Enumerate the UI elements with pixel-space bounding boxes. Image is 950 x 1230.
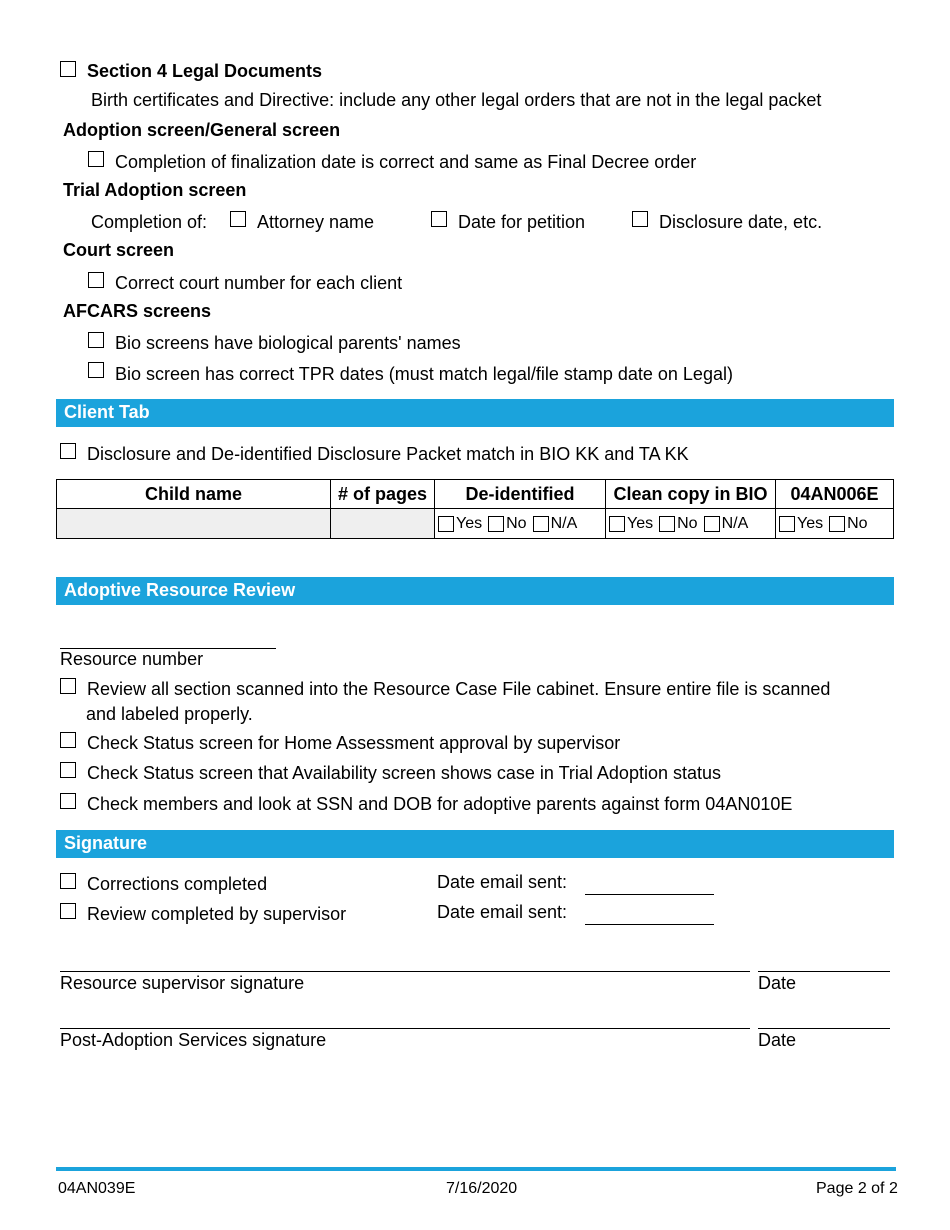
supervisor-date-line[interactable] [758, 971, 890, 972]
adoptive-review-band: Adoptive Resource Review [56, 577, 894, 605]
court-screen-heading: Court screen [63, 240, 175, 260]
finalization-date-label: Completion of finalization date is correct and same as Final Decree order [115, 152, 697, 172]
date-email-field-1[interactable] [585, 894, 714, 895]
client-table [56, 479, 894, 539]
date-email-label-2: Date email sent: [437, 902, 568, 922]
bio-parents-checkbox[interactable] [88, 332, 104, 348]
court-number-label: Correct court number for each client [115, 273, 403, 293]
ssn-dob-checkbox[interactable] [60, 793, 76, 809]
bio-parents-label: Bio screens have biological parents' names [115, 333, 461, 353]
col-deidentified: De-identified [435, 480, 606, 509]
availability-checkbox[interactable] [60, 762, 76, 778]
pas-signature-label: Post-Adoption Services signature [60, 1030, 327, 1050]
scan-review-label: Review all section scanned into the Resource Case File cabinet. Ensure entire file is scanned [87, 679, 831, 699]
attorney-name-checkbox[interactable] [230, 211, 246, 227]
date-email-label-1: Date email sent: [437, 872, 568, 892]
col-clean-copy: Clean copy in BIO [606, 480, 776, 509]
deidentified-no-option[interactable]: No [488, 515, 526, 533]
client-tab-band: Client Tab [56, 399, 894, 427]
footer-date: 7/16/2020 [446, 1180, 518, 1197]
col-child-name: Child name [57, 480, 331, 509]
ssn-dob-label: Check members and look at SSN and DOB for adoptive parents against form 04AN010E [87, 794, 793, 814]
home-assessment-label: Check Status screen for Home Assessment approval by supervisor [87, 733, 621, 753]
num-pages-cell[interactable] [331, 509, 435, 539]
clean-copy-yes-option[interactable]: Yes [609, 515, 653, 533]
home-assessment-checkbox[interactable] [60, 732, 76, 748]
afcars-heading: AFCARS screens [63, 301, 212, 321]
disclosure-date-label: Disclosure date, etc. [659, 212, 823, 232]
form-no-option[interactable]: No [829, 515, 867, 533]
section4-description: Birth certificates and Directive: include any other legal orders that are not in the legal packet [91, 90, 822, 110]
scan-review-checkbox[interactable] [60, 678, 76, 694]
footer-form-number: 04AN039E [58, 1180, 136, 1197]
date-email-field-2[interactable] [585, 924, 714, 925]
date-for-petition-label: Date for petition [458, 212, 586, 232]
clean-copy-no-option[interactable]: No [659, 515, 697, 533]
supervisor-review-label: Review completed by supervisor [87, 904, 347, 924]
pas-signature-line[interactable] [60, 1028, 750, 1029]
pas-date-line[interactable] [758, 1028, 890, 1029]
corrections-completed-checkbox[interactable] [60, 873, 76, 889]
corrections-completed-label: Corrections completed [87, 874, 268, 894]
clean-copy-na-option[interactable]: N/A [704, 515, 749, 533]
deidentified-options [435, 509, 606, 539]
supervisor-signature-line[interactable] [60, 971, 750, 972]
disclosure-packet-label: Disclosure and De-identified Disclosure Packet match in BIO KK and TA KK [87, 444, 689, 464]
resource-number-label: Resource number [60, 649, 204, 669]
scan-review-label-cont: and labeled properly. [86, 704, 253, 724]
supervisor-review-checkbox[interactable] [60, 903, 76, 919]
child-name-cell[interactable] [57, 509, 331, 539]
pas-date-label: Date [758, 1030, 797, 1050]
date-for-petition-checkbox[interactable] [431, 211, 447, 227]
clean-copy-options [606, 509, 776, 539]
supervisor-signature-label: Resource supervisor signature [60, 973, 305, 993]
attorney-name-label: Attorney name [257, 212, 375, 232]
footer-page: Page 2 of 2 [816, 1180, 898, 1197]
tpr-dates-checkbox[interactable] [88, 362, 104, 378]
supervisor-date-label: Date [758, 973, 797, 993]
finalization-date-checkbox[interactable] [88, 151, 104, 167]
signature-band: Signature [56, 830, 894, 858]
completion-of-label: Completion of: [91, 212, 208, 232]
form-yes-option[interactable]: Yes [779, 515, 823, 533]
tpr-dates-label: Bio screen has correct TPR dates (must match legal/file stamp date on Legal) [115, 364, 733, 384]
col-form-04an006e: 04AN006E [776, 480, 894, 509]
adoption-screen-heading: Adoption screen/General screen [63, 120, 341, 140]
availability-label: Check Status screen that Availability screen shows case in Trial Adoption status [87, 763, 721, 783]
table-row [57, 509, 894, 539]
court-number-checkbox[interactable] [88, 272, 104, 288]
footer-divider [56, 1167, 896, 1171]
trial-adoption-heading: Trial Adoption screen [63, 180, 247, 200]
form-04an006e-options [776, 509, 894, 539]
disclosure-packet-checkbox[interactable] [60, 443, 76, 459]
deidentified-yes-option[interactable]: Yes [438, 515, 482, 533]
section4-title: Section 4 Legal Documents [87, 61, 323, 81]
disclosure-date-checkbox[interactable] [632, 211, 648, 227]
col-num-pages: # of pages [331, 480, 435, 509]
deidentified-na-option[interactable]: N/A [533, 515, 578, 533]
table-header-row [57, 480, 894, 509]
section4-checkbox[interactable] [60, 61, 76, 77]
